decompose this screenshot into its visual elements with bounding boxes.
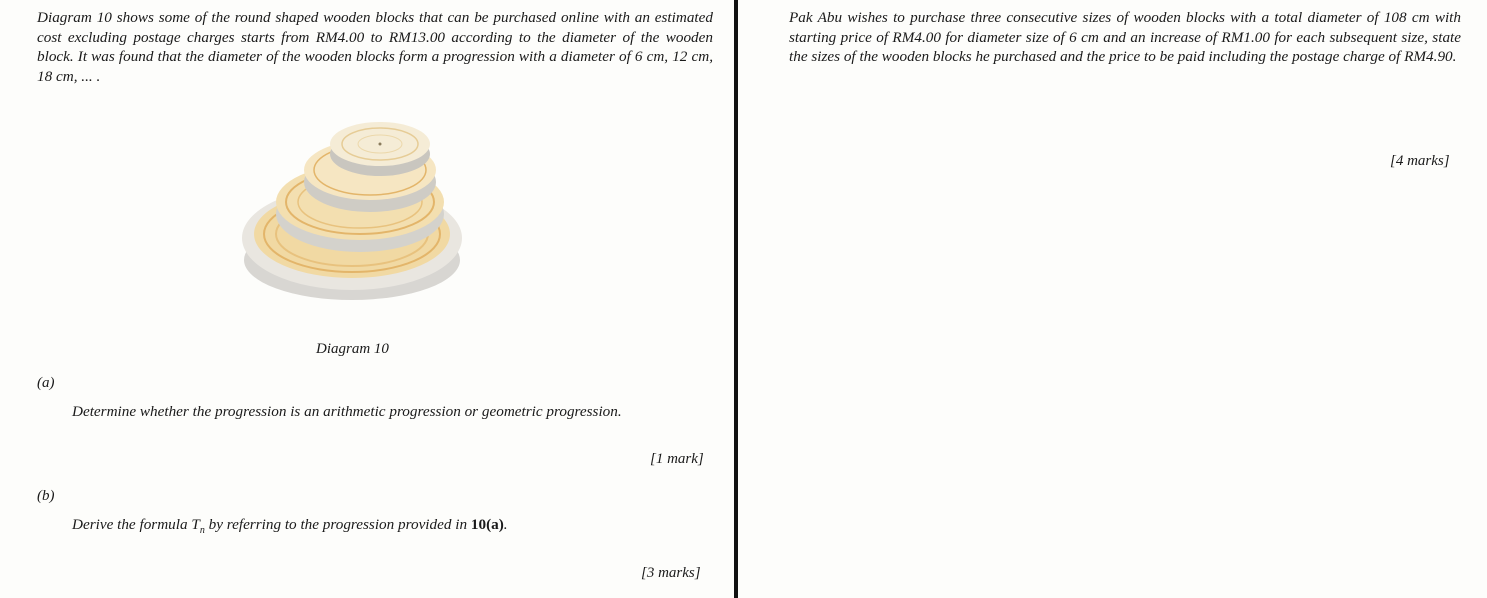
part-b-reference: 10(a) [470, 516, 504, 533]
column-divider [734, 0, 738, 598]
part-b-question [72, 516, 508, 536]
wooden-blocks-drawing [240, 110, 470, 310]
term-symbol: T [191, 516, 200, 533]
wooden-blocks-image [240, 110, 470, 310]
part-a-question: Determine whether the progression is an arithmetic progression or geometric progression. [72, 403, 622, 420]
right-question-marks: [4 marks] [1390, 153, 1450, 169]
part-b-marks: [3 marks] [641, 565, 701, 581]
term-subscript: n [199, 525, 205, 537]
part-a-marks: [1 mark] [650, 451, 704, 467]
right-question-paragraph: Pak Abu wishes to purchase three consecutive sizes of wooden blocks with a total diameter of 108 cm with starting price of RM4.00 for diameter size of 6 cm and an increase of RM1.00 for each subsequent size, state the sizes of the wooden blocks he purchased and the price to be paid including the postage charge of RM4.90. [789, 9, 1461, 65]
left-column [37, 8, 713, 86]
part-a-label: (a) [37, 375, 55, 391]
right-column [789, 8, 1461, 67]
part-b-label: (b) [37, 488, 55, 504]
intro-paragraph: Diagram 10 shows some of the round shaped wooden blocks that can be purchased online with an estimated cost excluding postage charges starts from RM4.00 to RM13.00 according to the diameter of the wooden block. It was found that the diameter of the wooden blocks form a progression with a diameter of 6 cm, 12 cm, 18 cm, ... . [37, 9, 713, 85]
part-b-question-mid: by referring to the progression provided in [204, 516, 471, 533]
part-b-question-pre: Derive the formula [72, 516, 192, 533]
part-b-question-end: . [503, 516, 508, 533]
diagram-caption: Diagram 10 [316, 341, 389, 357]
